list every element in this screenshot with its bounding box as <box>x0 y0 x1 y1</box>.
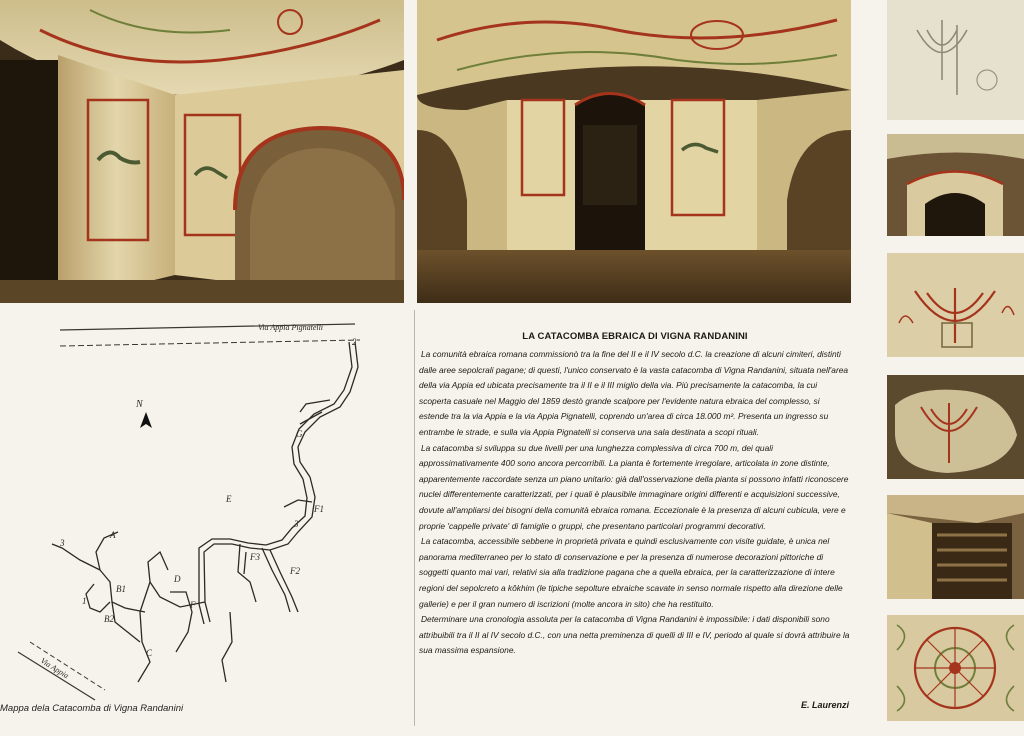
article-paragraph: La catacomba si sviluppa su due livelli per una lunghezza complessiva di circa 700 m, dei quali approssimativamente 400 sono ancora percorribili. La pianta è fortemente irregolare, articolata in zone distinte, apparentemente raccordate senza un piano unitario: già dall'osservazione della pianta si possono infatti riconoscere nuclei differentemente caratterizzati, per i quali è plausibile immaginare origini differenti e acquisizioni successive, dovute all'ampliarsi dei bisogni della comunità ebraica romana. Eccezionale è la presenza di alcuni cubicula, vere e proprie 'cappelle private' di famiglie o gruppi, che presentano particolari programmi decorativi. <box>419 442 849 531</box>
column-divider <box>414 310 415 726</box>
road-label-appia-pignatelli: Via Appia Pignatelli <box>258 323 324 332</box>
article-author: E. Laurenzi <box>800 700 849 710</box>
map-label-f2: F2 <box>290 566 300 576</box>
article <box>419 331 851 710</box>
photo-menorah-painting <box>887 253 1024 357</box>
north-label: N <box>136 399 143 410</box>
photo-cubiculum-center <box>417 0 851 303</box>
map-label-3-west: 3 <box>60 538 65 548</box>
article-paragraph: La catacomba, accessibile sebbene in proprietà privata e quindi esclusivamente con visite guidate, è unica nel panorama mediterraneo per lo stato di conservazione e per la presenza di numerose decorazioni pittoriche di soggetti quanto mai vari, relativi sia alla tradizione pagana che a quella ebraica, per la caratterizzazione di intere regioni del sepolcreto a kôkhim (le tipiche sepolture ebraiche scavate in senso normale rispetto alla direzione delle gallerie) e per il gran numero di iscrizioni (molte ancora in sito) che ha restituito. <box>419 536 843 609</box>
catacomb-map <box>0 312 404 704</box>
article-paragraph: Determinare una cronologia assoluta per la catacomba di Vigna Randanini è impossibile: i dati disponibili sono attribuibili tra il II al IV secolo d.C., con una netta preminenza di quelli di III e IV, periodo al quale si dovrà attribuire la sua massima espansione. <box>419 614 850 656</box>
map-label-g: G <box>296 429 303 439</box>
article-body <box>419 347 851 659</box>
article-paragraph: La comunità ebraica romana commissionò tra la fine del II e il IV secolo d.C. la creazione di alcuni cimiteri, distinti dalle aree sepolcrali pagane; di questi, l'unico conservato è la vasta catacomba di Vigna Randanini, situata nell'area della via Appia ed ubicata precisamente tra il II e il III miglio della via. Più precisamente la catacomba, la cui scoperta casuale nel Maggio del 1859 destò grande scalpore per l'evidente natura ebraica del complesso, si estende tra la via Appia e la via Appia Pignatelli, coprendo un'area di circa 18.000 m². Presenta un ingresso su entrambe le strade, e sulla via Appia Pignatelli si conserva una sala destinata a scopi rituali. <box>419 349 849 437</box>
photo-painted-ceiling <box>887 615 1024 721</box>
map-label-b1: B1 <box>116 584 126 594</box>
map-label-f1: F1 <box>314 504 324 514</box>
photo-corridor-arch <box>887 134 1024 236</box>
map-label-1: 1 <box>82 596 87 606</box>
photo-cubiculum-left <box>0 0 404 303</box>
photo-gallery-loculi <box>887 495 1024 599</box>
map-galleries <box>52 342 358 682</box>
map-label-2: 2 <box>352 337 357 347</box>
map-label-f: F <box>190 600 196 610</box>
photo-menorah-graffito <box>887 0 1024 120</box>
map-label-f3: F3 <box>250 552 260 562</box>
article-title: LA CATACOMBA EBRAICA DI VIGNA RANDANINI <box>522 331 748 342</box>
map-label-c: C <box>146 648 153 658</box>
map-label-a: A <box>110 530 116 540</box>
photo-menorah-wall <box>887 375 1024 479</box>
map-label-b2: B2 <box>104 614 114 624</box>
map-label-3-east: 3 <box>294 519 299 529</box>
map-caption: Mappa dela Catacomba di Vigna Randanini <box>0 703 184 714</box>
map-label-d: D <box>174 574 181 584</box>
north-arrow-icon <box>140 412 152 428</box>
map-label-e: E <box>226 494 232 504</box>
road-label-appia: Via Appia <box>38 656 71 681</box>
